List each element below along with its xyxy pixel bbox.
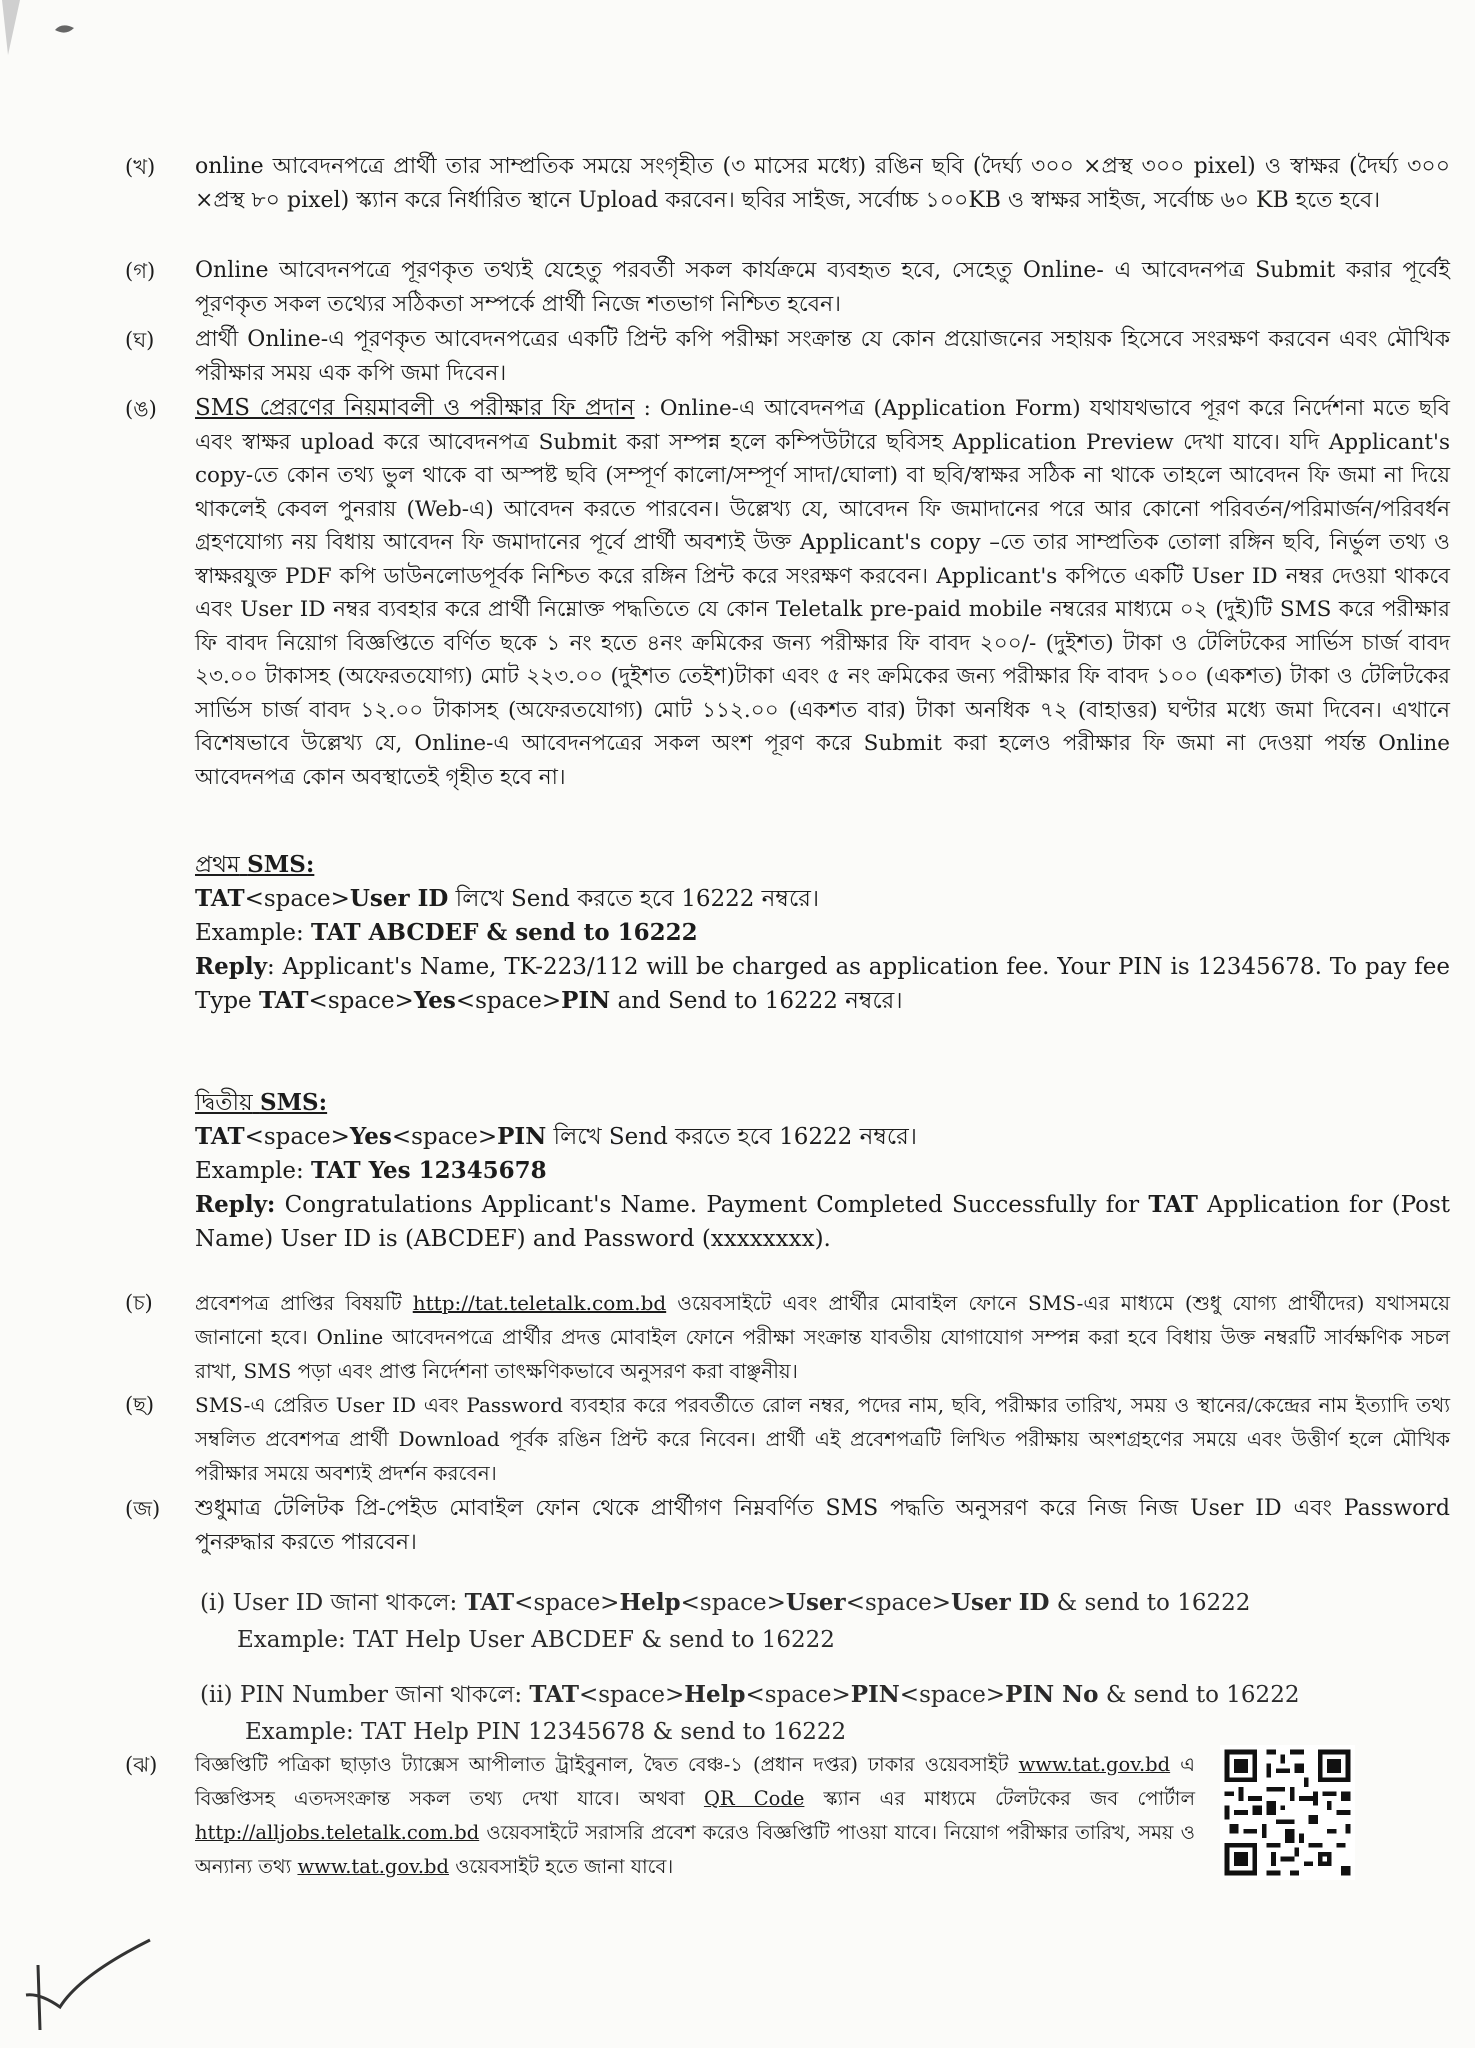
clause-uma: [125, 392, 1450, 794]
qr-code-label: QR Code: [703, 1787, 805, 1810]
teletalk-link[interactable]: http://tat.teletalk.com.bd: [412, 1291, 667, 1315]
clause-label: (খ): [125, 155, 156, 179]
sms-first-heading: প্রথম SMS:: [195, 851, 315, 878]
clause-text: প্রবেশপত্র প্রাপ্তির বিষয়টি http://tat.teletalk.com.bd ওয়েবসাইটে এবং প্রার্থীর মোবাইল ফোনে SMS-এর মাধ্যমে (শুধু যোগ্য প্রার্থীদের) যথাসময়ে জানানো হবে। Online আবেদনপত্রে প্রার্থীর প্রদত্ত মোবাইল ফোনে পরীক্ষা সংক্রান্ত যাবতীয় যোগাযোগ সম্পন্ন করা হবে বিধায় উক্ত নম্বরটি সার্বক্ষণিক সচল রাখা, SMS পড়া এবং প্রাপ্ত নির্দেশনা তাৎক্ষণিকভাবে অনুসরণ করা বাঞ্ছনীয়।: [195, 1291, 1450, 1383]
clause-text: বিজ্ঞপ্তিটি পত্রিকা ছাড়াও ট্যাক্সেস আপীলাত ট্রাইবুনাল, দ্বৈত বেঞ্চ-১ (প্রধান দপ্তর) ঢাকার ওয়েবসাইট www.tat.gov.bd এ বিজ্ঞপ্তিসহ এতদসংক্রান্ত সকল তথ্য দেখা যাবে। অথবা QR Code স্ক্যান এর মাধ্যমে টেলটকের জব পোর্টাল http://alljobs.teletalk.com.bd ওয়েবসাইটে সরাসরি প্রবেশ করেও বিজ্ঞপ্তিটি পাওয়া যাবে। নিয়োগ পরীক্ষার তারিখ, সময় ও অন্যান্য তথ্য www.tat.gov.bd ওয়েবসাইট হতে জানা যাবে।: [195, 1753, 1195, 1878]
clause-jha: [125, 1748, 1195, 1884]
clause-text: প্রার্থী Online-এ পূরণকৃত আবেদনপত্রের একটি প্রিন্ট কপি পরীক্ষা সংক্রান্ত যে কোন প্রয়োজনের সহায়ক হিসেবে সংরক্ষণ করবেন এবং মৌখিক পরীক্ষার সময় এক কপি জমা দিবেন।: [195, 327, 1450, 386]
qr-code-image[interactable]: [1220, 1745, 1355, 1880]
tat-website-link-2[interactable]: www.tat.gov.bd: [297, 1855, 449, 1878]
sms-second-example: Example: TAT Yes 12345678: [195, 1157, 547, 1184]
clause-label: (গ): [125, 259, 156, 283]
clause-body: : Online-এ আবেদনপত্র (Application Form) যথাযথভাবে পূরণ করে নির্দেশনা মতে ছবি এবং স্বাক্ষর upload করে আবেদনপত্র Submit করা সম্পন্ন হলে কম্পিউটারে ছবিসহ Application Preview দেখা যাবে। যদি Applicant's copy-তে কোন তথ্য ভুল থাকে বা অস্পষ্ট ছবি (সম্পূর্ণ কালো/সম্পূর্ণ সাদা/ঘোলা) বা ছবি/স্বাক্ষর সঠিক না থাকে তাহলে আবেদন ফি জমা না দিয়ে থাকলেই কেবল পুনরায় (Web-এ) আবেদন করতে পারবেন। উল্লেখ্য যে, আবেদন ফি জমাদানের পরে আর কোনো পরিবর্তন/পরিমার্জন/পরিবর্ধন গ্রহণযোগ্য নয় বিধায় আবেদন ফি জমাদানের পূর্বে প্রার্থী অবশ্যই উক্ত Applicant's copy –তে তার সাম্প্রতিক তোলা রঙ্গিন ছবি, নির্ভুল তথ্য ও স্বাক্ষরযুক্ত PDF কপি ডাউনলোডপূর্বক নিশ্চিত করে রঙ্গিন প্রিন্ট করে সংরক্ষণ করবেন। Applicant's কপিতে একটি User ID নম্বর দেওয়া থাকবে এবং User ID নম্বর ব্যবহার করে প্রার্থী নিম্নোক্ত পদ্ধতিতে যে কোন Teletalk pre-paid mobile নম্বরের মাধ্যমে ০২ (দুই)টি SMS করে পরীক্ষার ফি বাবদ নিয়োগ বিজ্ঞপ্তিতে বর্ণিত ছকে ১ নং হতে ৪নং ক্রমিকের জন্য পরীক্ষার ফি বাবদ ২০০/- (দুইশত) টাকা ও টেলিটকের সার্ভিস চার্জ বাবদ ২৩.০০ টাকাসহ (অফেরতযোগ্য) মোট ২২৩.০০ (দুইশত তেইশ)টাকা এবং ৫ নং ক্রমিকের জন্য পরীক্ষার ফি বাবদ ১০০ (একশত) টাকা ও টেলিটকের সার্ভিস চার্জ বাবদ ১২.০০ টাকাসহ (অফেরতযোগ্য) মোট ১১২.০০ (একশত বার) টাকা অনধিক ৭২ (বাহাত্তর) ঘণ্টার মধ্যে জমা দিবেন। এখানে বিশেষভাবে উল্লেখ্য যে, Online-এ আবেদনপত্রের সকল অংশ পূরণ করে Submit করা হলেও পরীক্ষার ফি জমা না দেওয়া পর্যন্ত Online আবেদনপত্র কোন অবস্থাতেই গৃহীত হবে না।: [195, 396, 1450, 790]
clause-gha: [125, 323, 1450, 391]
recover-pin-example: Example: TAT Help PIN 12345678 & send to 16222: [245, 1719, 847, 1745]
clause-label: (ঘ): [125, 328, 155, 352]
clause-heading: SMS প্রেরণের নিয়মাবলী ও পরীক্ষার ফি প্রদান: [195, 395, 635, 421]
recover-pin-format: (ii) PIN Number জানা থাকলে: TAT<space>Help<space>PIN<space>PIN No & send to 16222: [200, 1681, 1300, 1708]
sms-second-format: TAT<space>Yes<space>PIN লিখে Send করতে হবে 16222 নম্বরে।: [195, 1123, 917, 1150]
sms-second-heading: দ্বিতীয় SMS:: [195, 1089, 328, 1116]
clause-text: online আবেদনপত্রে প্রার্থী তার সাম্প্রতিক সময়ে সংগৃহীত (৩ মাসের মধ্যে) রঙিন ছবি (দৈর্ঘ্য ৩০০ ×প্রস্থ ৩০০ pixel) ও স্বাক্ষর (দৈর্ঘ্য ৩০০ ×প্রস্থ ৮০ pixel) স্ক্যান করে নির্ধারিত স্থানে Upload করবেন। ছবির সাইজ, সর্বোচ্চ ১০০KB ও স্বাক্ষর সাইজ, সর্বোচ্চ ৬০ KB হতে হবে।: [195, 154, 1450, 213]
sms-first-example: Example: TAT ABCDEF & send to 16222: [195, 919, 698, 946]
clause-label: (ঙ): [125, 397, 157, 421]
clause-label: (জ): [125, 1497, 161, 1521]
clause-ja: [125, 1492, 1450, 1560]
recover-userid-format: (i) User ID জানা থাকলে: TAT<space>Help<space>User<space>User ID & send to 16222: [200, 1589, 1251, 1616]
clause-text: Online আবেদনপত্রে পূরণকৃত তথ্যই যেহেতু পরবর্তী সকল কার্যক্রমে ব্যবহৃত হবে, সেহেতু Online- এ আবেদনপত্র Submit করার পূর্বেই পূরণকৃত সকল তথ্যের সঠিকতা সম্পর্কে প্রার্থী নিজে শতভাগ নিশ্চিত হবেন।: [195, 258, 1450, 317]
clause-text: SMS-এ প্রেরিত User ID এবং Password ব্যবহার করে পরবর্তীতে রোল নম্বর, পদের নাম, ছবি, পরীক্ষার তারিখ, সময় ও স্থানের/কেন্দ্রের নাম ইত্যাদি তথ্য সম্বলিত প্রবেশপত্র প্রার্থী Download পূর্বক রঙিন প্রিন্ট করে নিবেন। প্রার্থী এই প্রবেশপত্রটি লিখিত পরীক্ষায় অংশগ্রহণের সময়ে এবং উত্তীর্ণ হলে মৌখিক পরীক্ষার সময়ে অবশ্যই প্রদর্শন করবেন।: [195, 1393, 1450, 1485]
clause-ga: [125, 254, 1450, 322]
alljobs-link[interactable]: http://alljobs.teletalk.com.bd: [195, 1821, 480, 1844]
sms-second-block: [195, 1086, 1450, 1256]
clause-text: [195, 392, 1450, 794]
tat-website-link[interactable]: www.tat.gov.bd: [1018, 1753, 1171, 1776]
clause-label: (চ): [125, 1291, 153, 1315]
handwritten-tick-mark: [20, 1935, 160, 2035]
sms-first-block: [195, 848, 1450, 1018]
scan-artifact-mark: [0, 0, 90, 70]
clause-label: (ছ): [125, 1393, 155, 1417]
recover-userid-example: Example: TAT Help User ABCDEF & send to 16222: [237, 1627, 835, 1653]
clause-kha: [125, 150, 1450, 218]
clause-chha: [125, 1388, 1450, 1490]
clause-cha: [125, 1286, 1450, 1388]
clause-text: শুধুমাত্র টেলিটক প্রি-পেইড মোবাইল ফোন থেকে প্রার্থীগণ নিম্নবর্ণিত SMS পদ্ধতি অনুসরণ করে নিজ নিজ User ID এবং Password পুনরুদ্ধার করতে পারবেন।: [195, 1496, 1450, 1555]
sms-first-reply: Reply: Applicant's Name, TK-223/112 will be charged as application fee. Your PIN is 12345678. To pay fee Type TAT<space>Yes<space>PIN and Send to 16222 নম্বরে।: [195, 953, 1450, 1014]
sms-first-format: TAT<space>User ID লিখে Send করতে হবে 16222 নম্বরে।: [195, 885, 820, 912]
sms-second-reply: Reply: Congratulations Applicant's Name. Payment Completed Successfully for TAT Application for (Post Name) User ID is (ABCDEF) and Password (xxxxxxxx).: [195, 1191, 1451, 1252]
clause-label: (ঝ): [125, 1753, 158, 1777]
